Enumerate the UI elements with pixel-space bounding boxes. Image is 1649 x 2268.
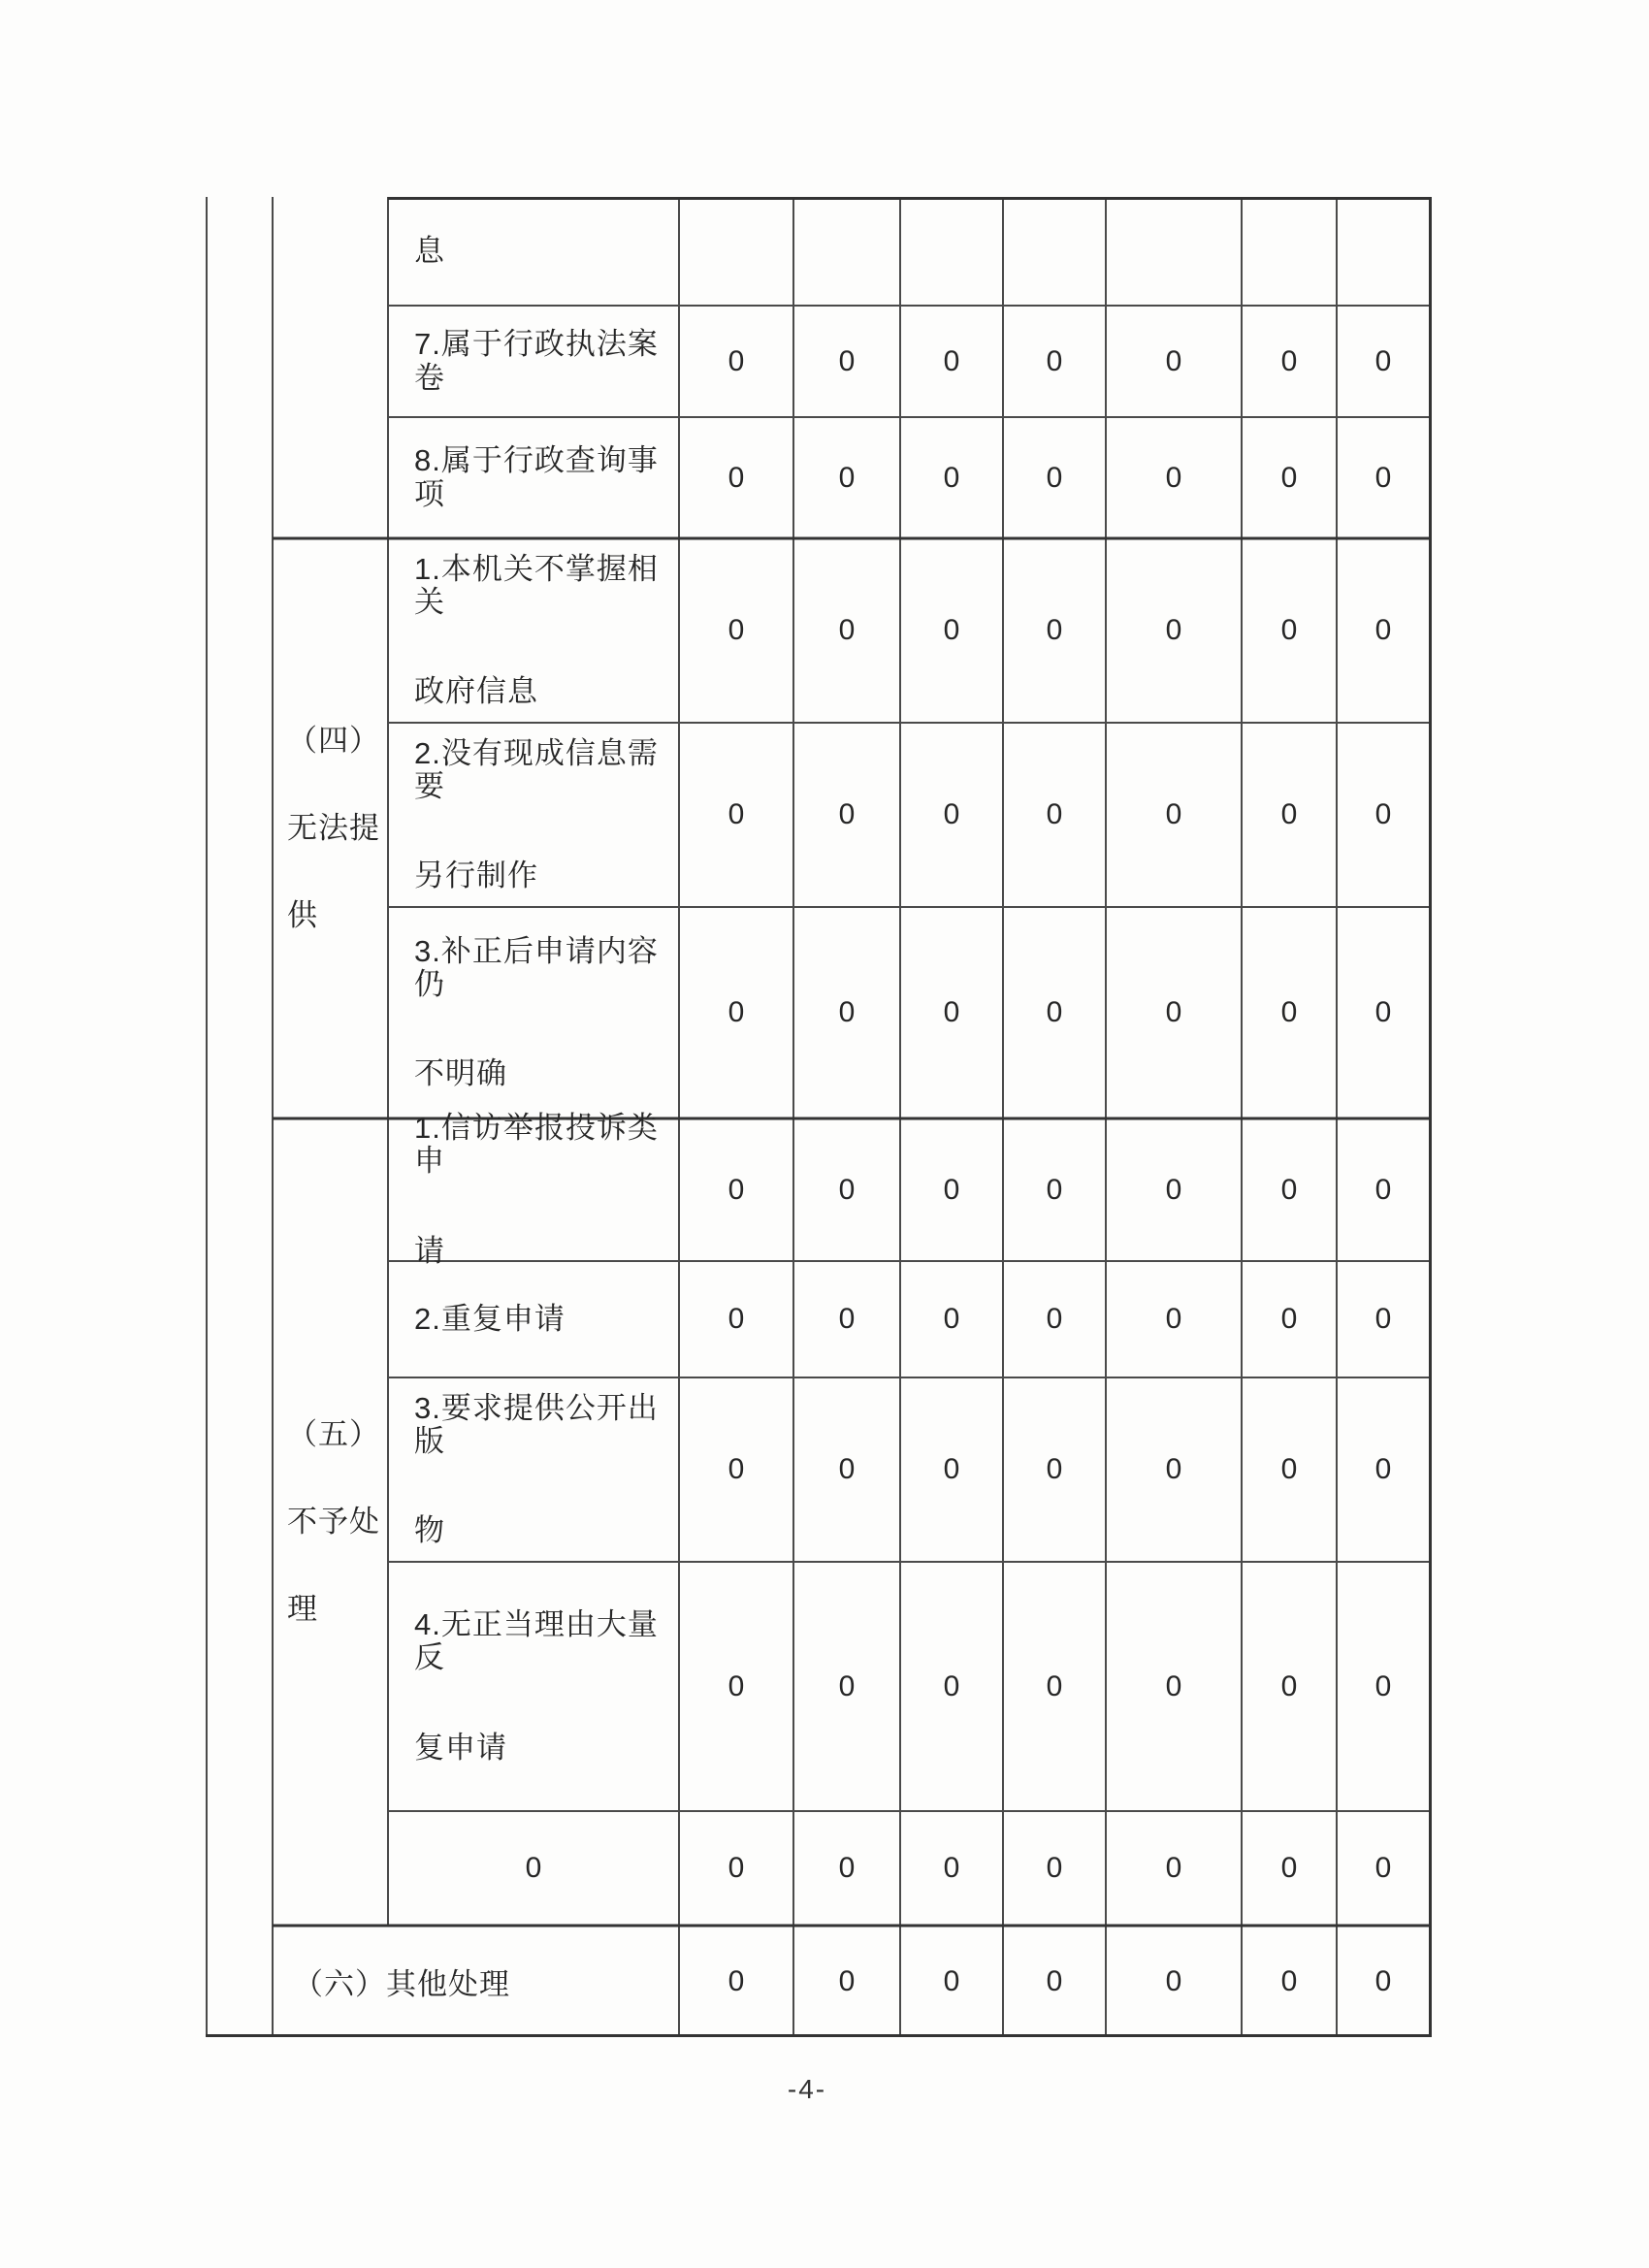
value-cell: 0 — [1374, 996, 1392, 1028]
value-cell: 0 — [943, 1669, 960, 1702]
value-cell: 0 — [1165, 1173, 1182, 1206]
value-cell: 0 — [1165, 996, 1182, 1028]
value-cell: 0 — [1280, 461, 1298, 494]
value-cell: 0 — [1165, 1669, 1182, 1702]
value-cell: 0 — [838, 1173, 856, 1206]
value-cell: 0 — [1046, 996, 1063, 1028]
value-cell: 0 — [1374, 1453, 1392, 1485]
value-cell: 0 — [728, 1669, 745, 1702]
value-cell: 0 — [728, 461, 745, 494]
row-label-notprocess-4-unjustified-repeated — [388, 1562, 679, 1811]
value-cell: 0 — [728, 1964, 745, 1997]
value-cell: 0 — [1165, 1852, 1182, 1884]
label-line: 3.补正后申请内容仍 — [414, 933, 659, 1001]
row-label-unable-3-still-unclear — [388, 907, 679, 1118]
label-line: 不明确 — [414, 1056, 507, 1091]
row-label-notprocess-1-petition-complaint — [388, 1111, 679, 1268]
value-cell: 0 — [838, 798, 856, 830]
value-cell: 0 — [728, 1173, 745, 1206]
statistics-table — [206, 197, 1432, 2037]
label-line: 复申请 — [414, 1730, 507, 1765]
value-cell: 0 — [838, 344, 856, 377]
label-line: 0 — [525, 1852, 542, 1884]
label-line: 另行制作 — [414, 859, 538, 893]
value-cell: 0 — [1374, 1669, 1392, 1702]
value-cell: 0 — [728, 996, 745, 1028]
value-cell: 0 — [1280, 1173, 1298, 1206]
value-cell: 0 — [943, 1453, 960, 1485]
value-cell: 0 — [838, 1852, 856, 1884]
label-line: 7.属于行政执法案卷 — [414, 327, 659, 395]
label-line: 1.本机关不掌握相关 — [414, 551, 659, 619]
value-cell: 0 — [1280, 614, 1298, 646]
value-cell: 0 — [943, 1173, 960, 1206]
group-label-5-not-processed — [273, 1118, 388, 1926]
value-cell: 0 — [943, 798, 960, 830]
value-cell: 0 — [1046, 1453, 1063, 1485]
value-cell: 0 — [838, 461, 856, 494]
row-label-notprocess-3-published-materials — [388, 1377, 679, 1562]
value-cell: 0 — [1280, 1964, 1298, 1997]
row-label-unable-2-no-existing-info — [388, 723, 679, 907]
row-label-unable-1-info-not-held — [388, 538, 679, 723]
value-cell: 0 — [1374, 1852, 1392, 1884]
value-cell: 0 — [1046, 461, 1063, 494]
value-cell: 0 — [1046, 1173, 1063, 1206]
value-cell: 0 — [1374, 1173, 1392, 1206]
value-cell: 0 — [1165, 344, 1182, 377]
value-cell: 0 — [838, 1669, 856, 1702]
row-label-6-other-processing — [273, 1926, 679, 2037]
value-cell: 0 — [1046, 614, 1063, 646]
value-cell: 0 — [1046, 798, 1063, 830]
value-cell: 0 — [1280, 1852, 1298, 1884]
label-line: 2.重复申请 — [414, 1301, 566, 1336]
value-cell: 0 — [1046, 344, 1063, 377]
group-label-line: （五） — [287, 1416, 380, 1451]
value-cell: 0 — [838, 996, 856, 1028]
value-cell: 0 — [1374, 614, 1392, 646]
group-label-line: 不予处 — [287, 1504, 380, 1539]
value-cell: 0 — [838, 1453, 856, 1485]
group-label-line: （四） — [287, 723, 380, 758]
row-label-7-enforcement-case-files — [388, 306, 679, 417]
label-line: （六）其他处理 — [293, 1967, 510, 2001]
value-cell: 0 — [728, 614, 745, 646]
label-line: 3.要求提供公开出版 — [414, 1390, 659, 1458]
label-line: 物 — [414, 1513, 445, 1548]
value-cell: 0 — [943, 1303, 960, 1335]
value-cell: 0 — [943, 461, 960, 494]
value-cell: 0 — [1280, 344, 1298, 377]
value-cell: 0 — [1046, 1964, 1063, 1997]
value-cell: 0 — [943, 996, 960, 1028]
group-label-line: 无法提 — [287, 810, 380, 845]
value-cell: 0 — [943, 1852, 960, 1884]
value-cell: 0 — [943, 344, 960, 377]
value-cell: 0 — [1280, 1453, 1298, 1485]
value-cell: 0 — [1165, 1303, 1182, 1335]
value-cell: 0 — [838, 1303, 856, 1335]
row-label-notprocess-2-repeat-application — [388, 1261, 679, 1377]
group-label-line: 供 — [287, 898, 318, 933]
label-line: 8.属于行政查询事项 — [414, 443, 659, 511]
row-label-zero — [388, 1811, 679, 1926]
value-cell: 0 — [1280, 1303, 1298, 1335]
page-number: -4- — [787, 2074, 827, 2104]
value-cell: 0 — [1046, 1303, 1063, 1335]
group-label-4-unable-to-provide — [273, 538, 388, 1118]
value-cell: 0 — [1165, 614, 1182, 646]
value-cell: 0 — [943, 1964, 960, 1997]
label-line: 请 — [414, 1233, 445, 1268]
value-cell: 0 — [1280, 996, 1298, 1028]
value-cell: 0 — [1046, 1852, 1063, 1884]
row-label-8-admin-inquiry-matters — [388, 417, 679, 538]
value-cell: 0 — [728, 1453, 745, 1485]
value-cell: 0 — [838, 1964, 856, 1997]
label-line: 4.无正当理由大量反 — [414, 1607, 659, 1675]
row-label-info-continuation — [388, 197, 679, 306]
label-line: 息 — [414, 233, 445, 268]
label-line: 政府信息 — [414, 674, 538, 709]
value-cell: 0 — [1165, 798, 1182, 830]
value-cell: 0 — [1280, 798, 1298, 830]
value-cell: 0 — [1374, 1303, 1392, 1335]
value-cell: 0 — [1165, 461, 1182, 494]
value-cell: 0 — [728, 798, 745, 830]
value-cell: 0 — [1374, 1964, 1392, 1997]
label-line: 1.信访举报投诉类申 — [414, 1111, 659, 1179]
value-cell: 0 — [1046, 1669, 1063, 1702]
value-cell: 0 — [1374, 461, 1392, 494]
value-cell: 0 — [1280, 1669, 1298, 1702]
value-cell: 0 — [728, 344, 745, 377]
value-cell: 0 — [728, 1852, 745, 1884]
value-cell: 0 — [1165, 1453, 1182, 1485]
value-cell: 0 — [728, 1303, 745, 1335]
value-cell: 0 — [1374, 344, 1392, 377]
value-cell: 0 — [1165, 1964, 1182, 1997]
value-cell: 0 — [1374, 798, 1392, 830]
label-line: 2.没有现成信息需要 — [414, 735, 659, 803]
group-label-line: 理 — [287, 1592, 318, 1627]
value-cell: 0 — [838, 614, 856, 646]
value-cell: 0 — [943, 614, 960, 646]
